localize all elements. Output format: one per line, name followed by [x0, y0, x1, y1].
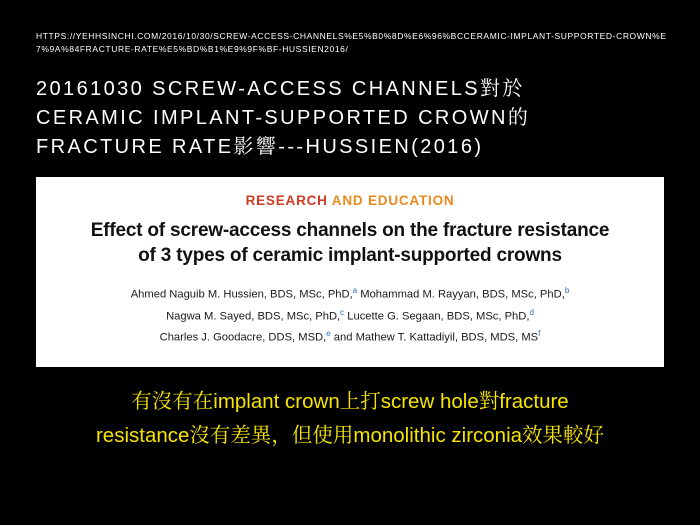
author-affiliation-marker: b [564, 286, 570, 295]
summary-caption-line-1: 有沒有在implant crown上打screw hole對fracture [131, 390, 569, 413]
author-line [54, 304, 646, 326]
journal-section-and: AND [327, 193, 368, 208]
author-segment: Nagwa M. Sayed, BDS, MSc, PhD, [166, 310, 341, 323]
author-affiliation-marker: a [352, 286, 358, 295]
page-title-line-1: 20161030 SCREW-ACCESS CHANNELS對於 [36, 78, 525, 100]
source-url: HTTPS://YEHHSINCHI.COM/2016/10/30/SCREW-ACCESS-CHANNELS%E5%B0%8D%E6%96%BCCERAMIC-IMPLANT-SUPPORTED-CROWN%E7%9A%84FRACTURE-RATE%E5%BD%B1%E9%9F%BF-HUSSIEN2016/ [36, 31, 667, 54]
author-segment: Mohammad M. Rayyan, BDS, MSc, PhD, [357, 288, 565, 301]
author-affiliation-marker: e [326, 329, 331, 339]
author-segment: Charles J. Goodacre, DDS, MSD, [159, 332, 327, 345]
author-affiliation-marker: f [538, 329, 541, 339]
author-affiliation-marker: d [529, 307, 534, 317]
page-title-line-3: FRACTURE RATE影響---HUSSIEN(2016) [36, 136, 484, 158]
paper-authors [54, 282, 646, 347]
author-segment: Ahmed Naguib M. Hussien, BDS, MSc, PhD, [130, 288, 353, 301]
journal-section-education: EDUCATION [367, 193, 455, 208]
summary-caption-line-2: resistance沒有差異，但使用monolithic zirconia效果較好 [95, 424, 605, 447]
paper-header-image [36, 177, 664, 367]
journal-section-header [54, 193, 646, 208]
author-line [54, 282, 646, 304]
paper-title-line-2: of 3 types of ceramic implant-supported crowns [138, 245, 562, 266]
paper-title [54, 218, 646, 268]
paper-title-line-1: Effect of screw-access channels on the fracture resistance [90, 220, 610, 241]
author-segment: Lucette G. Segaan, BDS, MSc, PhD, [344, 310, 530, 323]
author-line [54, 325, 646, 347]
author-segment: and Mathew T. Kattadiyil, BDS, MDS, MS [330, 332, 539, 345]
author-affiliation-marker: c [340, 307, 345, 317]
page-title-line-2: CERAMIC IMPLANT-SUPPORTED CROWN的 [36, 107, 531, 129]
summary-caption [18, 385, 682, 453]
page-title [36, 75, 676, 162]
journal-section-research: RESEARCH [245, 193, 328, 208]
